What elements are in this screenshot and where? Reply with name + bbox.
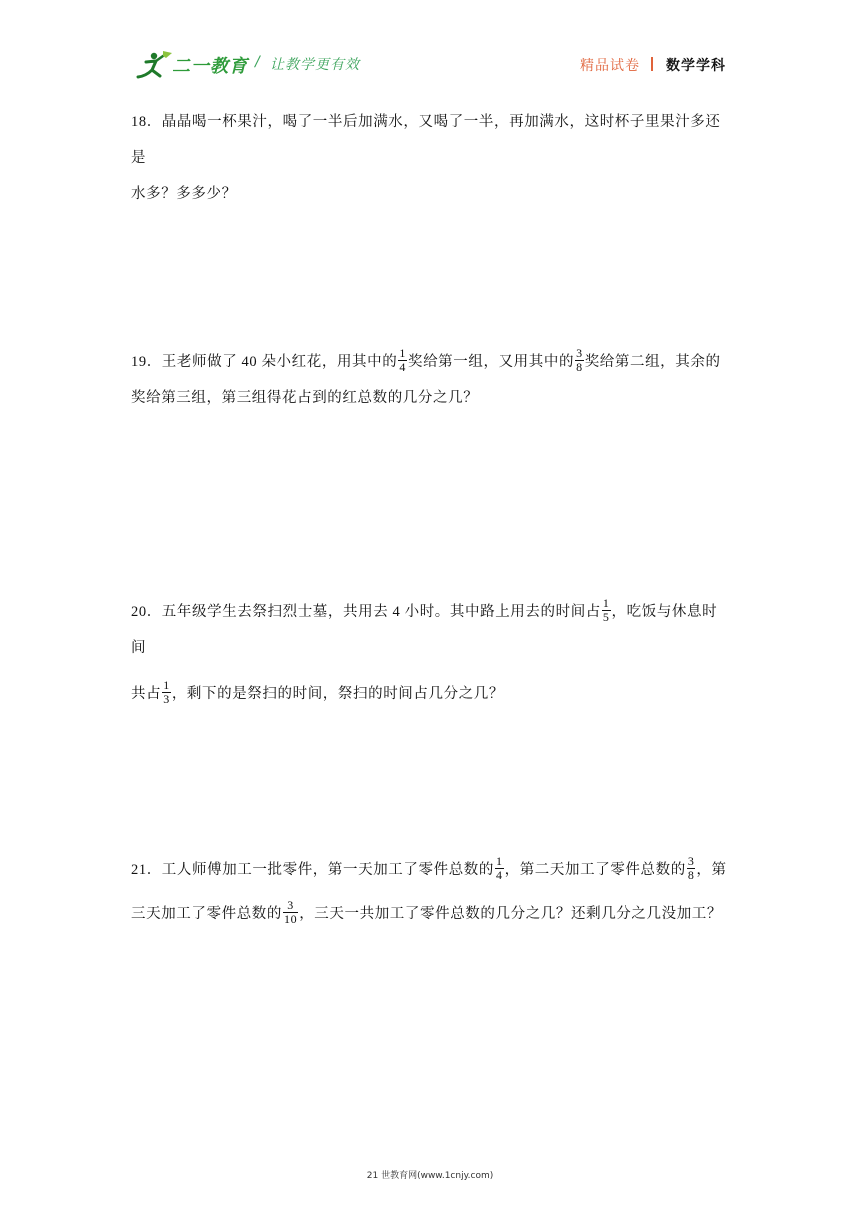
fraction-denominator: 10: [284, 912, 298, 927]
fraction: [398, 347, 407, 374]
fraction-denominator: 8: [576, 360, 583, 375]
header-subject: 数学学科: [666, 58, 726, 74]
fraction: [602, 597, 611, 624]
question-line: 18．晶晶喝一杯果汁，喝了一半后加满水，又喝了一半，再加满水，这时杯子里果汁多还是: [131, 114, 721, 166]
question-text: ，第二天加工了零件总数的: [504, 862, 686, 878]
question-text: 19．王老师做了 40 朵小红花，用其中的: [131, 354, 398, 370]
question-text: ，剩下的是祭扫的时间，祭扫的时间占几分之几？: [171, 686, 505, 702]
page-footer: 21 世教育网(www.1cnjy.com): [366, 1171, 494, 1181]
fraction: [283, 899, 298, 926]
logo-text: 二一教育: [172, 56, 248, 77]
header-tag: 精品试卷: [580, 58, 640, 74]
fraction: [495, 855, 504, 882]
fraction-numerator: 1: [602, 596, 610, 611]
question-21: [131, 852, 731, 932]
fraction-numerator: 1: [163, 678, 170, 693]
header-slogan: 让教学更有效: [270, 57, 360, 73]
question-19: [131, 344, 731, 416]
question-20: [131, 594, 731, 712]
fraction-numerator: 1: [496, 854, 503, 869]
question-text: 20．五年级学生去祭扫烈士墓，共用去 4 小时。其中路上用去的时间占: [131, 604, 601, 620]
question-line: [131, 676, 731, 712]
question-text: 奖给第一组，又用其中的: [407, 354, 575, 370]
question-line: [131, 594, 731, 666]
fraction-denominator: 4: [496, 868, 503, 883]
fraction: [575, 347, 584, 374]
header-slash: /: [255, 54, 260, 70]
fraction-numerator: 3: [283, 899, 298, 913]
fraction-numerator: 1: [399, 346, 406, 361]
question-line: [131, 344, 731, 380]
question-text: ，三天一共加工了零件总数的几分之几？还剩几分之几没加工？: [299, 906, 723, 922]
question-text: 21．工人师傅加工一批零件，第一天加工了零件总数的: [131, 862, 494, 878]
fraction-numerator: 3: [576, 346, 583, 361]
question-line: 奖给第三组，第三组得花占到的红总数的几分之几？: [131, 390, 479, 406]
question-text: 三天加工了零件总数的: [131, 906, 282, 922]
question-line: [131, 852, 731, 888]
question-text: ，第: [696, 862, 727, 878]
fraction-denominator: 3: [163, 692, 170, 707]
question-line: [131, 896, 731, 932]
fraction: [687, 855, 696, 882]
fraction-denominator: 4: [399, 360, 406, 375]
question-line: 水多？多多少？: [131, 186, 237, 202]
running-man-flag-icon: [136, 50, 174, 80]
header-divider: [651, 57, 653, 71]
question-text: 奖给第二组，其余的: [584, 354, 721, 370]
question-text: 共占: [131, 686, 162, 702]
page-header: [0, 0, 860, 90]
fraction-denominator: 5: [602, 610, 610, 625]
question-text: ，吃饭与休息时间: [131, 604, 718, 656]
fraction: [162, 679, 171, 706]
fraction-numerator: 3: [687, 854, 695, 869]
fraction-denominator: 8: [687, 868, 695, 883]
question-18: [131, 104, 731, 212]
